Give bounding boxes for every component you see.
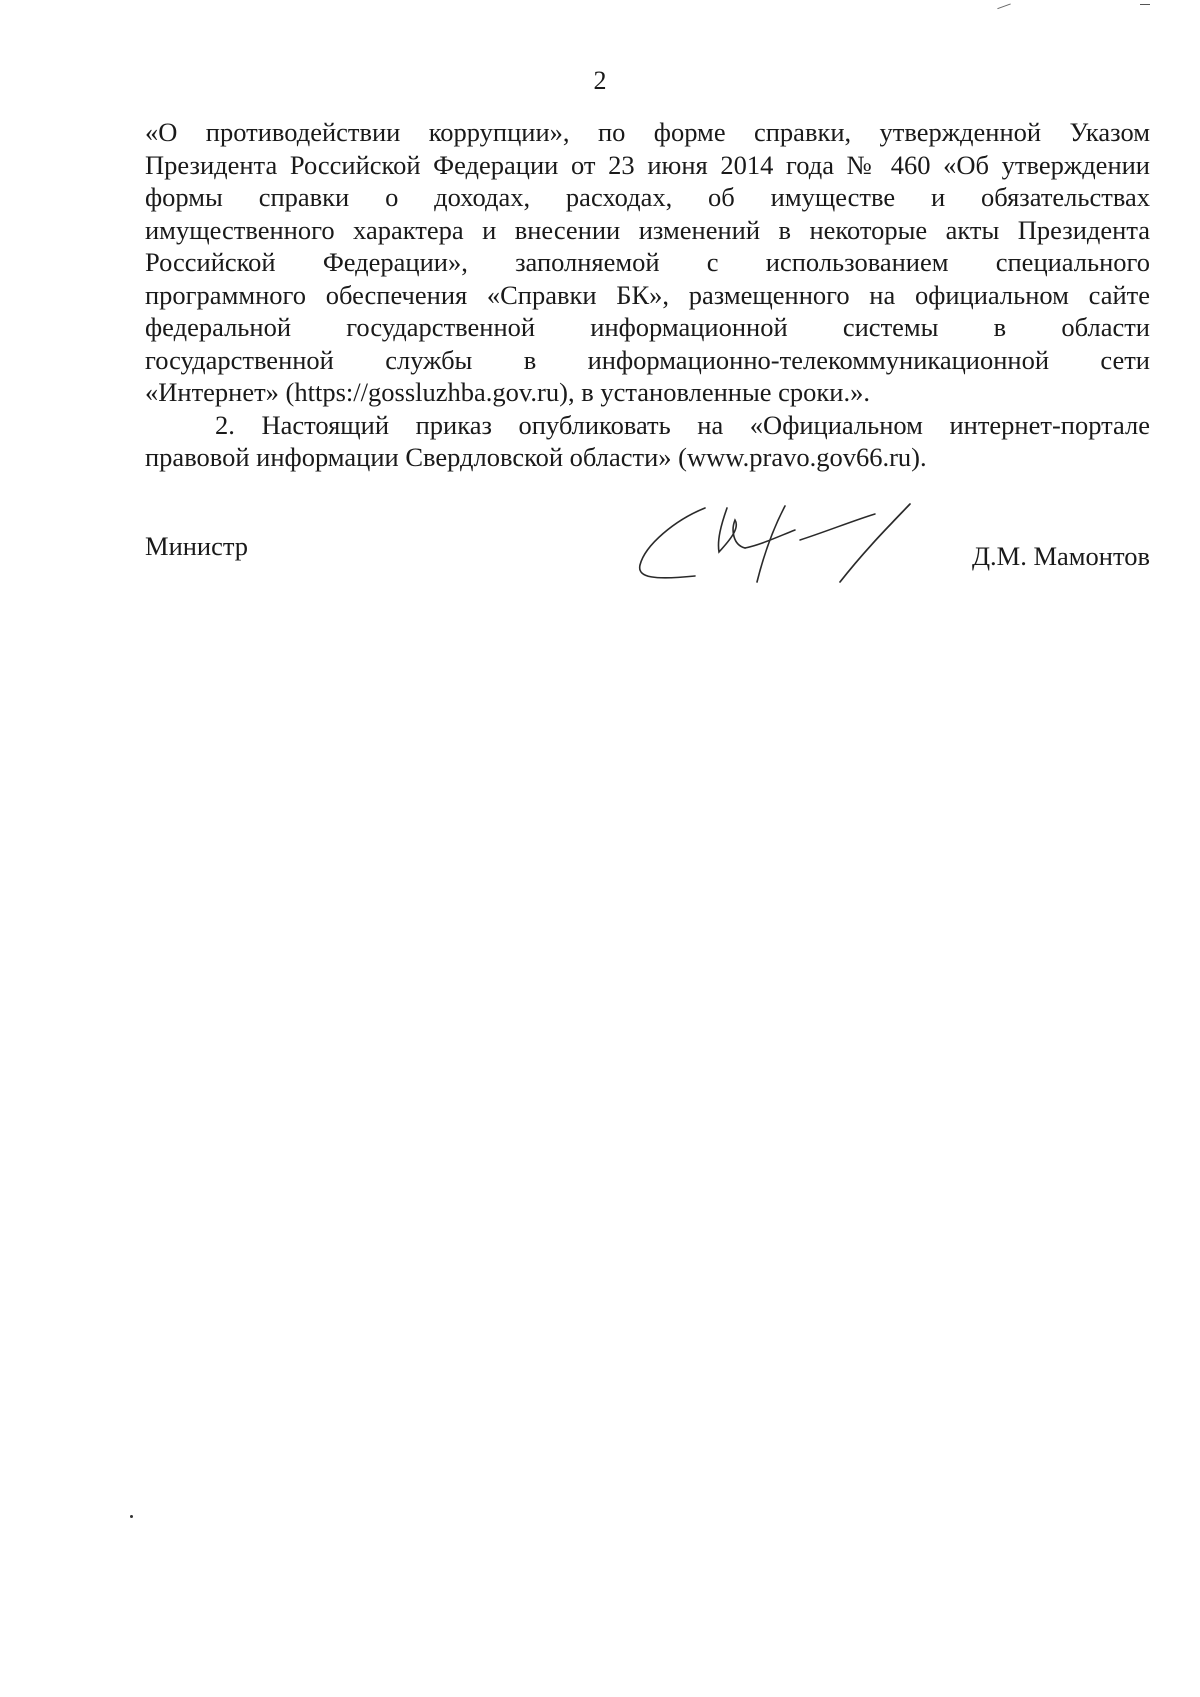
text-line: Президента Российской Федерации от 23 июня 2014 года № 460 «Об утверждении <box>145 149 1150 180</box>
signer-position: Министр <box>145 531 249 561</box>
text-line: имущественного характера и внесении изменений в некоторые акты Президента <box>145 214 1150 245</box>
scan-edge-mark <box>995 0 1011 9</box>
text-line: «О противодействии коррупции», по форме справки, утвержденной Указом <box>145 117 1150 147</box>
text-line: формы справки о доходах, расходах, об имуществе и обязательствах <box>145 182 1150 212</box>
signature-block <box>145 500 1150 600</box>
text-line: федеральной государственной информационной системы в области <box>145 312 1150 342</box>
text-line: государственной службы в информационно-телекоммуникационной сети <box>145 344 1150 375</box>
text-line: программного обеспечения «Справки БК», размещенного на официальном сайте <box>145 279 1150 310</box>
document-body <box>145 116 1150 474</box>
text-line: правовой информации Свердловской области» (www.pravo.gov66.ru). <box>145 442 927 472</box>
signer-name: Д.М. Мамонтов <box>971 541 1150 571</box>
handwritten-signature <box>635 500 935 600</box>
page-number: 2 <box>593 66 607 95</box>
scan-edge-mark <box>1140 0 1150 5</box>
text-line: «Интернет» (https://gossluzhba.gov.ru), в установленные сроки.». <box>145 377 870 407</box>
text-line: Российской Федерации», заполняемой с использованием специального <box>145 247 1150 277</box>
text-line: 2. Настоящий приказ опубликовать на «Официальном интернет-портале <box>215 409 1150 440</box>
scan-speck <box>130 1515 133 1518</box>
